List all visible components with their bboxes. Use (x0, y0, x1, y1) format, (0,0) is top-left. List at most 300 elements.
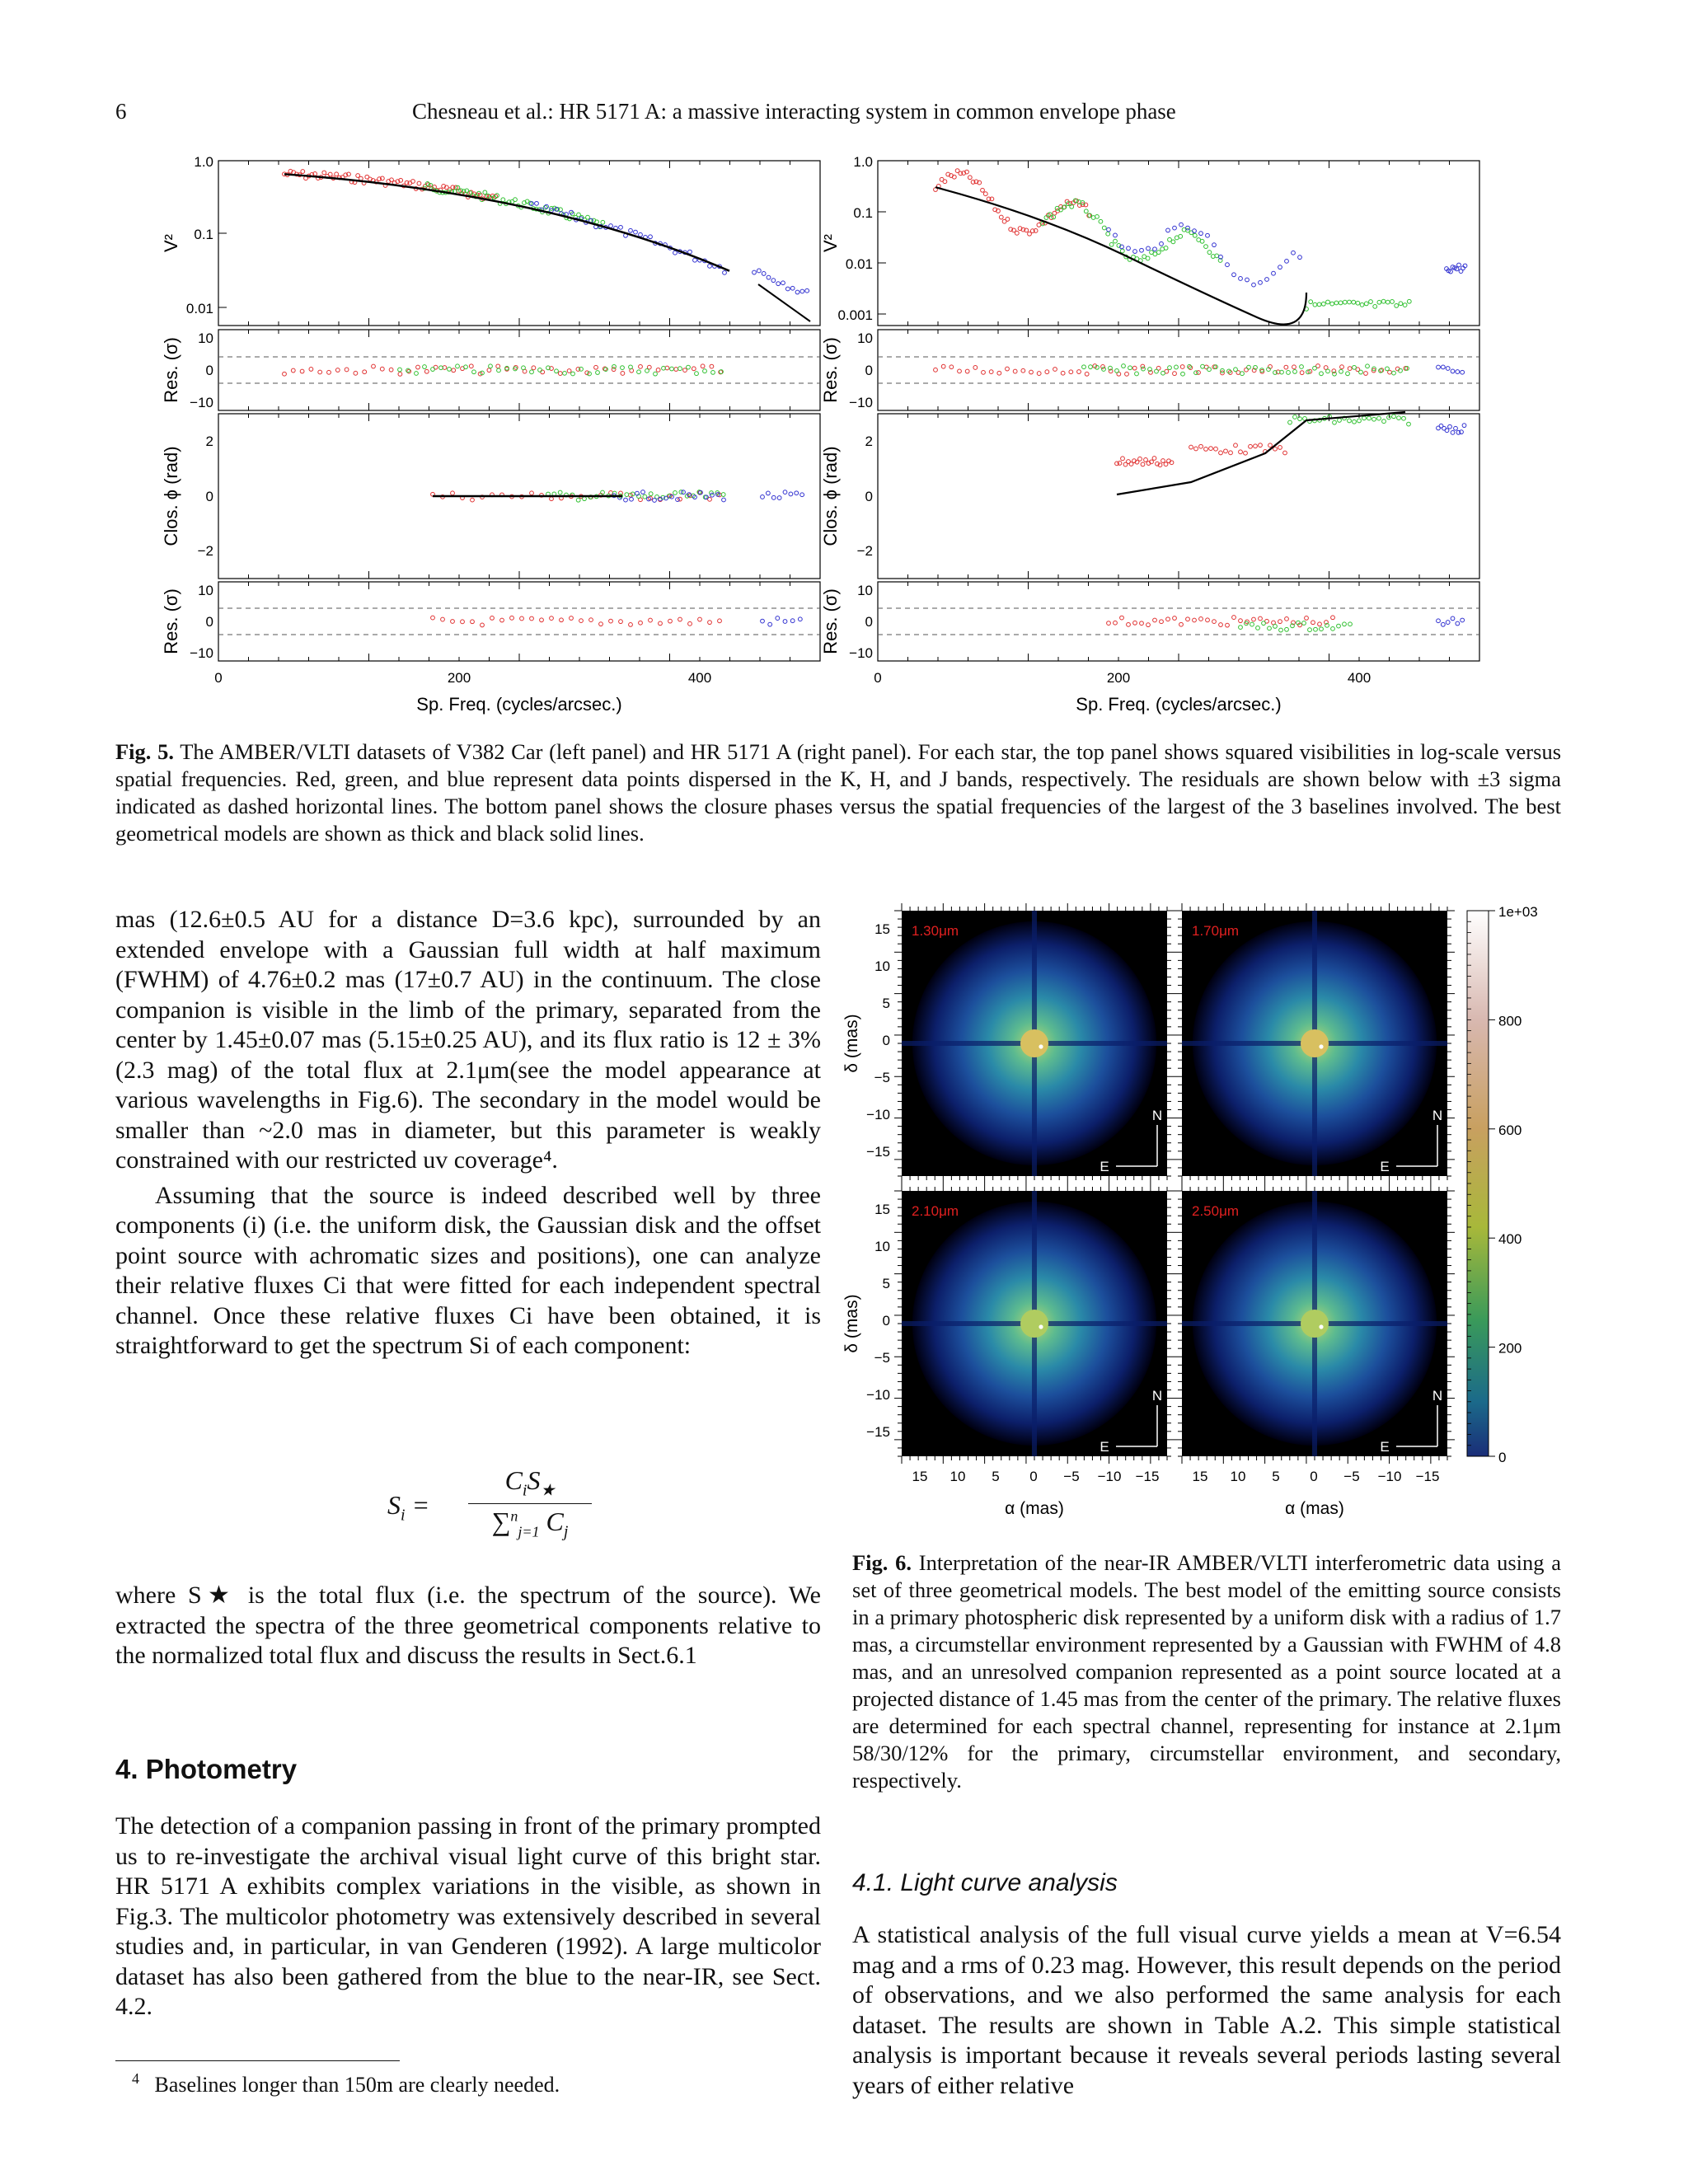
data-point (1366, 364, 1370, 368)
data-point (1298, 417, 1302, 421)
data-point (1403, 303, 1407, 307)
data-point (1146, 246, 1151, 251)
left-column-lower (115, 1581, 821, 1671)
data-point (695, 372, 699, 376)
data-point (693, 258, 697, 262)
data-point (1204, 447, 1208, 451)
footnote-text: Baselines longer than 150m are clearly needed. (154, 2072, 560, 2097)
data-point (1037, 372, 1041, 376)
data-point (1293, 415, 1297, 419)
data-point (1013, 369, 1017, 373)
data-point (997, 371, 1001, 375)
data-point (594, 365, 598, 369)
data-point (643, 494, 647, 499)
tick-label: 0 (882, 1313, 890, 1329)
data-point (634, 230, 638, 234)
tick-label: 5 (882, 996, 890, 1011)
data-point (983, 192, 987, 196)
model-image-panel (1175, 1183, 1455, 1518)
data-point (530, 370, 534, 374)
data-point (1127, 246, 1131, 251)
tick-label: −10 (849, 395, 873, 410)
data-point (1268, 626, 1272, 630)
data-point (1273, 625, 1278, 629)
data-point (1166, 617, 1170, 621)
tick-label: 0.01 (845, 256, 873, 272)
data-point (1320, 627, 1324, 631)
data-point (1356, 301, 1360, 305)
data-point (389, 368, 393, 372)
tick-label: 0 (865, 489, 873, 504)
data-point (411, 180, 415, 184)
data-point (1153, 618, 1157, 622)
data-point (1109, 242, 1114, 246)
data-point (1360, 302, 1364, 307)
data-point (1156, 251, 1160, 255)
data-point (335, 172, 339, 176)
data-point (1407, 422, 1411, 426)
data-point (934, 368, 938, 372)
data-point (1160, 620, 1164, 624)
model-image-panel (842, 1183, 1175, 1518)
data-point (540, 618, 544, 622)
compass-east: E (1380, 1159, 1390, 1174)
figure-5-caption-label: Fig. 5. (115, 739, 174, 764)
companion-point (1319, 1324, 1323, 1329)
tick-label: 200 (1106, 670, 1131, 686)
data-point (1392, 371, 1396, 375)
data-point (1353, 365, 1357, 369)
data-point (1212, 243, 1217, 247)
data-point (688, 621, 692, 626)
data-point (761, 495, 765, 499)
data-point (1125, 372, 1129, 376)
data-point (1135, 372, 1139, 376)
data-point (683, 368, 687, 373)
data-point (1284, 365, 1288, 369)
data-point (1015, 231, 1019, 235)
data-point (451, 620, 455, 624)
data-point (1339, 369, 1343, 373)
data-point (645, 368, 649, 373)
data-point (1456, 621, 1460, 626)
compass-north: N (1432, 1388, 1443, 1404)
data-point (1152, 457, 1156, 461)
data-point (777, 496, 781, 500)
paragraph: The detection of a companion passing in front of the primary prompted us to re-investigate the archival visual light curve of this bright star. HR 5171 A exhibits complex variations in the visible, as shown in Fig.3. The multicolor photometry was extensively described in several studies and, in particular, in van Genderen (1992). A large multicolor dataset has also been gathered from the blue to the near-IR, see Sect. 4.2. (115, 1812, 821, 2020)
wavelength-label: 2.10μm (912, 1203, 959, 1219)
data-point (785, 287, 790, 291)
wavelength-label: 2.50μm (1192, 1203, 1240, 1219)
data-point (1186, 617, 1190, 621)
data-point (659, 621, 663, 626)
data-point (1089, 365, 1093, 369)
axis-label: Clos. ϕ (rad) (820, 446, 841, 546)
data-point (1313, 366, 1317, 370)
data-point (1194, 371, 1198, 375)
tick-label: 1.0 (194, 154, 213, 170)
tick-label: 10 (874, 1239, 890, 1254)
data-point (1107, 621, 1111, 626)
data-point (1308, 628, 1312, 632)
tick-label: 15 (874, 1202, 890, 1217)
right-column (852, 1920, 1561, 2101)
data-point (1330, 302, 1334, 306)
data-point (619, 225, 623, 229)
y-axis-label: δ (mas) (842, 1294, 861, 1353)
tick-label: 0 (882, 1033, 890, 1048)
data-point (619, 620, 623, 624)
data-point (1373, 304, 1377, 308)
data-point (1461, 370, 1465, 374)
primary-disk (1020, 1310, 1048, 1338)
data-point (1381, 299, 1386, 303)
data-point (703, 369, 707, 373)
data-point (1397, 416, 1401, 420)
data-point (1232, 273, 1236, 277)
data-point (1164, 246, 1168, 251)
data-point (380, 367, 384, 371)
tick-label: 10 (198, 583, 213, 598)
data-point (1292, 251, 1296, 255)
data-point (1287, 371, 1291, 375)
data-point (999, 215, 1003, 219)
axis-label: V² (161, 234, 181, 252)
data-point (1029, 370, 1034, 374)
paragraph: where S★ is the total flux (i.e. the spectrum of the source). We extracted the spectra of the three geometrical components relative to the normalized total flux and discuss the results in Sect.6.1 (115, 1582, 821, 1669)
data-point (1300, 365, 1304, 369)
data-point (1207, 368, 1212, 372)
x-axis-label: Sp. Freq. (cycles/arcsec.) (1076, 694, 1282, 715)
data-point (649, 492, 653, 496)
data-point (1206, 618, 1210, 622)
tick-label: 0 (1310, 1469, 1318, 1484)
data-point (629, 365, 633, 369)
data-point (1232, 616, 1236, 620)
data-point (1245, 368, 1249, 372)
data-point (783, 490, 787, 494)
data-point (639, 364, 643, 368)
data-point (1175, 365, 1179, 369)
data-point (510, 616, 514, 620)
data-point (710, 364, 714, 368)
data-point (1451, 369, 1455, 373)
equation-lhs: $S_i$ = (387, 1490, 430, 1525)
data-point (1161, 371, 1165, 375)
compass-east: E (1380, 1439, 1390, 1455)
data-point (1209, 447, 1213, 451)
tick-label: 0.1 (194, 227, 213, 242)
data-point (1107, 227, 1111, 232)
data-point (1188, 364, 1192, 368)
tick-label: −15 (866, 1144, 890, 1160)
data-point (1082, 365, 1086, 369)
data-point (1445, 429, 1449, 433)
data-point (1362, 416, 1367, 420)
data-point (1272, 271, 1276, 275)
data-point (558, 490, 562, 494)
data-point (641, 490, 645, 494)
data-point (1326, 300, 1330, 304)
data-point (1006, 367, 1010, 371)
data-point (1021, 368, 1025, 373)
figure-6-panels (842, 903, 1538, 1518)
data-point (501, 198, 505, 202)
data-point (1121, 457, 1125, 461)
data-point (1053, 368, 1057, 372)
data-point (1262, 621, 1266, 626)
data-point (500, 618, 504, 622)
data-point (781, 281, 785, 285)
data-point (1292, 365, 1296, 369)
data-point (1321, 302, 1325, 306)
x-axis-label: α (mas) (1005, 1499, 1064, 1518)
data-point (1084, 209, 1088, 213)
section-title: 4. Photometry (115, 1754, 298, 1784)
data-point (481, 623, 485, 627)
data-point (624, 498, 628, 502)
page-number: 6 (115, 99, 127, 124)
data-point (1212, 620, 1217, 624)
data-point (545, 204, 549, 209)
data-point (1099, 219, 1103, 223)
data-point (1346, 372, 1350, 376)
colorbar-tick-label: 800 (1498, 1013, 1522, 1029)
data-point (941, 364, 945, 368)
data-point (490, 616, 495, 620)
data-point (676, 498, 680, 502)
tick-label: 0 (874, 670, 882, 686)
data-point (1095, 214, 1100, 218)
data-point (1250, 622, 1254, 626)
data-point (1180, 365, 1184, 369)
data-point (1314, 627, 1318, 631)
plot-frame (218, 330, 820, 410)
data-point (639, 621, 643, 625)
data-point (1199, 617, 1203, 621)
data-point (300, 369, 304, 373)
paragraph: mas (12.6±0.5 AU for a distance D=3.6 kpc), surrounded by an extended envelope with a Gaussian full width at half maximum (FWHM) of 4.76±0.2 mas (17±0.7 AU) in the continuum. The close companion is visible in the limb of the primary, separated from the center by 1.45±0.07 mas (5.15±0.25 AU), and its flux ratio is 12 ± 3% (2.3 mag) of the total flux at 2.1μm(see the model appearance at various wavelengths in Fig.6). The secondary in the model would be smaller than ~2.0 mas in diameter, but this parameter is weakly constrained with our restricted uv coverage⁴. (115, 906, 821, 1174)
data-point (345, 368, 349, 372)
tick-label: 0 (1029, 1469, 1038, 1484)
data-point (687, 365, 691, 369)
data-point (1173, 616, 1177, 621)
data-point (1146, 256, 1150, 260)
data-point (1201, 364, 1205, 368)
data-point (771, 279, 776, 283)
tick-label: 400 (1347, 670, 1372, 686)
data-point (1283, 451, 1287, 455)
data-point (1155, 369, 1159, 373)
data-point (1326, 369, 1330, 373)
data-point (570, 616, 574, 621)
data-point (1240, 372, 1245, 376)
tick-label: 200 (447, 670, 471, 686)
data-point (1278, 446, 1282, 450)
axis-label: V² (820, 234, 841, 252)
tick-label: 0 (205, 363, 213, 378)
data-point (1333, 420, 1337, 424)
data-point (1077, 370, 1081, 374)
tick-label: 10 (857, 330, 873, 346)
data-point (576, 498, 580, 502)
data-point (629, 623, 633, 627)
data-point (1402, 416, 1406, 420)
tick-label: 15 (874, 921, 890, 937)
data-point (630, 497, 634, 501)
data-point (328, 172, 332, 176)
data-point (768, 622, 772, 626)
data-point (1219, 451, 1223, 455)
data-point (1367, 416, 1372, 420)
data-point (1285, 616, 1289, 621)
equation-denominator: ∑$^n_{j=1}$ $C_j$ (491, 1507, 569, 1541)
tick-label: −10 (849, 645, 873, 661)
data-point (674, 368, 678, 372)
tick-label: 0.1 (853, 205, 873, 221)
data-point (363, 370, 367, 374)
data-point (309, 368, 313, 372)
data-point (1239, 450, 1243, 454)
data-point (1462, 424, 1466, 428)
data-point (1114, 621, 1118, 625)
data-point (1352, 300, 1356, 304)
data-point (649, 618, 653, 622)
data-point (1122, 364, 1126, 368)
data-point (795, 290, 799, 294)
equation-numerator: $C_iS_★$ (504, 1465, 556, 1500)
data-point (1181, 372, 1185, 376)
data-point (1106, 232, 1110, 236)
data-point (766, 491, 770, 495)
tick-label: 5 (1272, 1469, 1280, 1484)
data-point (943, 180, 947, 184)
model-image-panel (1175, 903, 1455, 1183)
data-point (1229, 451, 1233, 455)
data-point (1441, 365, 1445, 369)
data-point (513, 367, 518, 371)
data-point (1331, 626, 1335, 630)
data-point (1357, 419, 1362, 423)
data-point (673, 251, 678, 255)
data-point (1338, 419, 1342, 423)
primary-disk (1020, 1029, 1048, 1057)
paragraph: A statistical analysis of the full visual curve yields a mean at V=6.54 mag and a rms of 0.23 mag. However, this result depends on the period of observations, and we also performed the same analysis for each dataset. The results are shown in Table A.2. This simple statistical analysis is important because it reveals several periods lasting several years of either relative (852, 1921, 1561, 2099)
data-point (1224, 449, 1228, 453)
data-point (1300, 371, 1304, 375)
data-point (1279, 628, 1283, 632)
axis-label: Res. (σ) (820, 588, 841, 654)
data-point (1239, 277, 1243, 281)
data-point (1118, 462, 1122, 466)
data-point (982, 370, 986, 374)
data-point (1252, 617, 1256, 621)
data-point (1179, 223, 1184, 227)
tick-label: −10 (190, 395, 213, 410)
axis-label: Res. (σ) (161, 337, 181, 403)
data-point (1254, 444, 1258, 448)
tick-label: 400 (687, 670, 712, 686)
data-point (1305, 616, 1309, 620)
data-point (621, 372, 625, 376)
data-point (1451, 616, 1455, 621)
data-point (417, 181, 421, 185)
data-point (535, 201, 539, 205)
data-point (522, 366, 526, 370)
data-point (1392, 415, 1396, 419)
wavelength-label: 1.70μm (1192, 923, 1240, 939)
data-point (291, 368, 295, 373)
footnote-mark: 4 (132, 2070, 139, 2087)
data-point (451, 491, 455, 495)
data-point (1386, 300, 1390, 304)
plot-frame (218, 161, 820, 326)
data-point (722, 498, 726, 502)
data-point (1171, 240, 1175, 244)
data-point (571, 372, 575, 376)
data-point (653, 499, 657, 503)
data-point (322, 171, 326, 175)
data-point (1146, 623, 1151, 627)
data-point (1320, 372, 1324, 376)
tick-label: −2 (856, 543, 873, 559)
colorbar-tick-label: 400 (1498, 1231, 1522, 1248)
tick-label: 10 (198, 330, 213, 346)
data-point (318, 370, 322, 374)
data-point (1102, 368, 1106, 372)
plot-frame (218, 582, 820, 661)
data-point (1259, 616, 1263, 621)
footnote (132, 2070, 560, 2097)
data-point (555, 369, 559, 373)
data-point (1377, 300, 1381, 304)
data-point (625, 493, 629, 497)
tick-label: −10 (1377, 1469, 1402, 1484)
data-point (424, 369, 429, 373)
data-point (1298, 255, 1302, 260)
data-point (1199, 232, 1203, 236)
data-point (1120, 249, 1124, 253)
data-point (656, 368, 660, 372)
data-point (448, 368, 452, 372)
data-point (1173, 372, 1177, 376)
data-point (757, 269, 761, 273)
data-point (708, 264, 712, 268)
data-point (1140, 621, 1144, 626)
data-point (1193, 618, 1197, 622)
data-point (1085, 372, 1089, 376)
data-point (471, 620, 475, 624)
data-point (1206, 233, 1210, 237)
data-point (416, 365, 420, 369)
compass-east: E (1100, 1159, 1109, 1174)
data-point (441, 617, 445, 621)
data-point (532, 366, 536, 370)
data-point (783, 620, 787, 624)
data-point (1244, 451, 1248, 455)
data-point (1265, 278, 1269, 282)
data-point (795, 491, 799, 495)
x-axis-label: α (mas) (1285, 1499, 1344, 1518)
data-point (1141, 462, 1145, 466)
data-point (1245, 278, 1250, 282)
tick-label: 15 (912, 1469, 928, 1484)
data-point (790, 619, 795, 623)
data-point (1451, 430, 1455, 434)
data-point (654, 372, 658, 376)
data-point (1142, 367, 1146, 371)
x-axis-label: Sp. Freq. (cycles/arcsec.) (416, 694, 622, 715)
